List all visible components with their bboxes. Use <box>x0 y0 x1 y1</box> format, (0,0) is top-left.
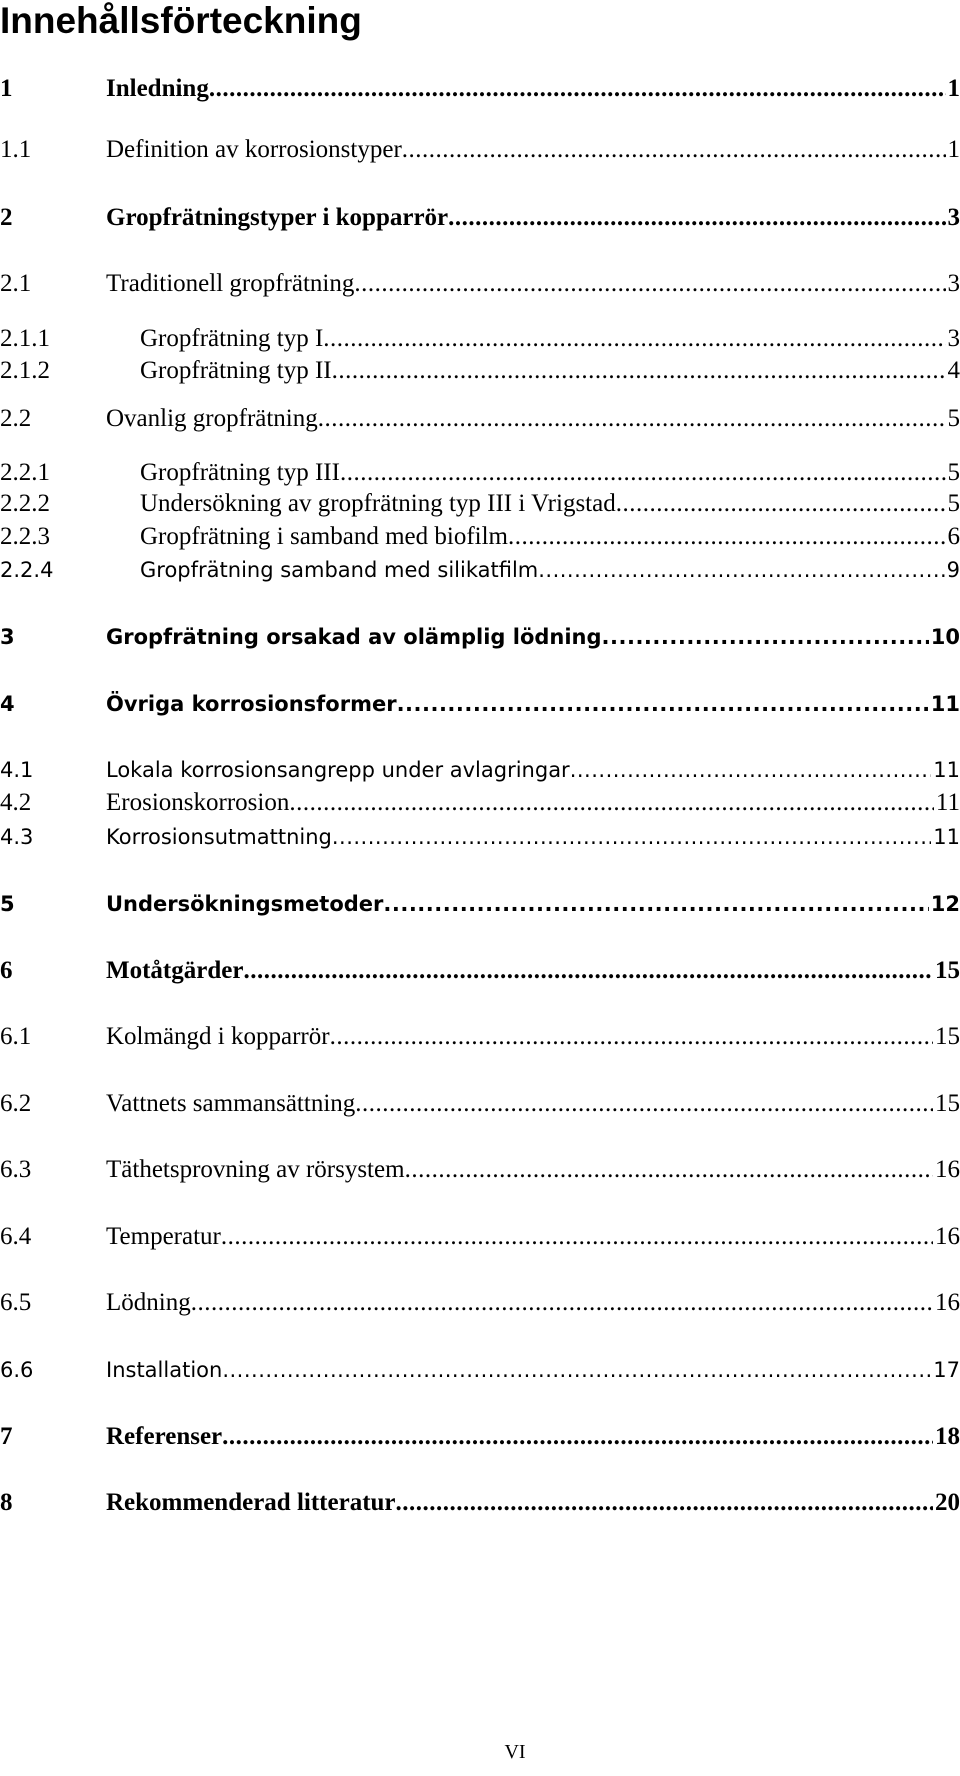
toc-entry-page: 15 <box>935 1090 960 1117</box>
toc-entry-page: 16 <box>935 1289 960 1316</box>
dot-leader <box>616 486 946 522</box>
toc-entry-line <box>106 1019 960 1055</box>
toc-entry-page: 15 <box>935 957 960 984</box>
toc-entry[interactable] <box>0 953 960 989</box>
dot-leader <box>354 266 945 302</box>
toc-entry-line <box>140 353 960 389</box>
toc-entry-label: Ovanlig gropfrätning <box>106 405 318 432</box>
toc-entry-number: 6.1 <box>0 1023 32 1050</box>
dot-leader <box>448 200 945 236</box>
toc-entry[interactable] <box>0 752 960 788</box>
toc-entry-label: Erosionskorrosion <box>106 789 290 816</box>
toc-entry-number: 1.1 <box>0 136 32 163</box>
dot-leader <box>243 953 933 989</box>
toc-entry-line <box>140 321 960 357</box>
toc-entry-line <box>106 1086 960 1122</box>
toc-entry[interactable] <box>0 1086 960 1122</box>
dot-leader <box>602 619 929 655</box>
toc-entry-number: 2.1.2 <box>0 357 50 384</box>
page-number: VI <box>504 1741 526 1763</box>
toc-entry-number: 2.2.4 <box>0 558 54 582</box>
toc-entry-label: Kolmängd i kopparrör <box>106 1023 330 1050</box>
toc-entry-number: 7 <box>0 1423 13 1450</box>
toc-entry[interactable] <box>0 886 960 922</box>
toc-entry-line <box>106 266 960 302</box>
toc-entry[interactable] <box>0 1219 960 1255</box>
dot-leader <box>570 752 932 788</box>
dot-leader <box>538 552 944 588</box>
toc-entry-number: 2.1.1 <box>0 325 50 352</box>
toc-entry[interactable] <box>0 1419 960 1455</box>
dot-leader <box>405 1152 933 1188</box>
toc-entry-page: 16 <box>935 1223 960 1250</box>
toc-entry-number: 6.6 <box>0 1358 34 1382</box>
toc-entry-number: 6.3 <box>0 1156 32 1183</box>
toc-entry-label: Gropfrätning samband med silikatfilm <box>140 558 539 582</box>
toc-entry-page: 4 <box>947 357 960 384</box>
toc-entry-label: Undersökning av gropfrätning typ III i Vrigstad <box>140 490 616 517</box>
toc-entry-line <box>106 132 960 168</box>
toc-entry-label: Övriga korrosionsformer <box>106 692 397 716</box>
dot-leader <box>209 71 946 107</box>
toc-entry[interactable] <box>0 519 960 555</box>
toc-entry-number: 1 <box>0 75 13 102</box>
toc-entry-number: 6.5 <box>0 1289 32 1316</box>
dot-leader <box>222 1419 933 1455</box>
toc-entry-number: 2.1 <box>0 270 32 297</box>
toc-entry-label: Lokala korrosionsangrepp under avlagringar <box>106 758 570 782</box>
toc-entry-line <box>106 819 960 855</box>
toc-entry[interactable] <box>0 353 960 389</box>
toc-entry-page: 17 <box>933 1358 960 1382</box>
toc-entry-page: 20 <box>935 1489 960 1516</box>
toc-entry-page: 11 <box>930 692 960 716</box>
toc-entry-line <box>106 1419 960 1455</box>
toc-entry-page: 11 <box>933 825 960 849</box>
dot-leader <box>396 1485 933 1521</box>
toc-entry-line <box>106 200 960 236</box>
toc-entry[interactable] <box>0 200 960 236</box>
dot-leader <box>222 1352 931 1388</box>
toc-entry-number: 8 <box>0 1489 13 1516</box>
dot-leader <box>402 132 946 168</box>
toc-entry[interactable] <box>0 552 960 588</box>
toc-entry-page: 1 <box>947 136 960 163</box>
toc-entry-page: 5 <box>947 405 960 432</box>
toc-entry[interactable] <box>0 401 960 437</box>
dot-leader <box>383 886 928 922</box>
toc-entry-line <box>106 1219 960 1255</box>
toc-entry-number: 5 <box>0 892 15 916</box>
toc-entry-label: Gropfrätning i samband med biofilm <box>140 523 508 550</box>
toc-entry-label: Gropfrätning typ II <box>140 357 332 384</box>
dot-leader <box>332 353 946 389</box>
toc-entry-number: 6.4 <box>0 1223 32 1250</box>
toc-entry-label: Motåtgärder <box>106 957 244 984</box>
toc-entry-page: 3 <box>947 270 960 297</box>
toc-entry-line <box>106 71 960 107</box>
toc-entry-number: 2.2.1 <box>0 459 50 486</box>
toc-entry-label: Gropfrätningstyper i kopparrör <box>106 204 449 231</box>
toc-entry-number: 4.3 <box>0 825 34 849</box>
toc-entry-label: Vattnets sammansättning <box>106 1090 356 1117</box>
toc-entry-number: 6.2 <box>0 1090 32 1117</box>
toc-entry-number: 4 <box>0 692 15 716</box>
toc-entry-number: 4.2 <box>0 789 32 816</box>
toc-entry-label: Installation <box>106 1358 223 1382</box>
toc-entry-page: 3 <box>947 204 960 231</box>
toc-entry[interactable] <box>0 486 960 522</box>
toc-entry-page: 9 <box>946 558 960 582</box>
toc-entry[interactable] <box>0 1285 960 1321</box>
toc-entry-page: 11 <box>935 789 960 816</box>
toc-entry-line <box>106 886 960 922</box>
toc-entry[interactable] <box>0 819 960 855</box>
dot-leader <box>508 519 946 555</box>
toc-entry-label: Inledning <box>106 75 209 102</box>
toc-entry-line <box>140 486 960 522</box>
toc-entry[interactable] <box>0 71 960 107</box>
toc-entry-number: 2 <box>0 204 13 231</box>
toc-entry-label: Gropfrätning orsakad av olämplig lödning <box>106 625 602 649</box>
toc-entry[interactable] <box>0 321 960 357</box>
toc-entry[interactable] <box>0 266 960 302</box>
toc-entry-label: Rekommenderad litteratur <box>106 1489 396 1516</box>
toc-entry-page: 5 <box>947 459 960 486</box>
toc-entry-line <box>106 1485 960 1521</box>
toc-entry-line <box>106 785 960 821</box>
toc-entry[interactable] <box>0 619 960 655</box>
toc-entry-page: 12 <box>930 892 960 916</box>
toc-entry-label: Lödning <box>106 1289 191 1316</box>
toc-entry-label: Definition av korrosionstyper <box>106 136 402 163</box>
toc-entry-label: Gropfrätning typ III <box>140 459 340 486</box>
dot-leader <box>191 1285 933 1321</box>
toc-entry-line <box>106 401 960 437</box>
toc-entry-number: 2.2.2 <box>0 490 50 517</box>
toc-entry-number: 2.2.3 <box>0 523 50 550</box>
toc-title: Innehållsförteckning <box>0 0 362 41</box>
toc-entry-page: 5 <box>947 490 960 517</box>
toc-entry-line <box>106 1352 960 1388</box>
toc-entry-page: 15 <box>935 1023 960 1050</box>
toc-entry-line <box>106 1152 960 1188</box>
toc-entry-number: 3 <box>0 625 15 649</box>
toc-entry-label: Referenser <box>106 1423 223 1450</box>
toc-entry-page: 11 <box>933 758 960 782</box>
dot-leader <box>330 1019 933 1055</box>
toc-entry-label: Gropfrätning typ I <box>140 325 324 352</box>
dot-leader <box>355 1086 933 1122</box>
dot-leader <box>318 401 946 437</box>
toc-entry-label: Traditionell gropfrätning <box>106 270 355 297</box>
toc-entry-line <box>106 619 960 655</box>
toc-entry-label: Korrosionsutmattning <box>106 825 332 849</box>
toc-entry-page: 10 <box>930 625 960 649</box>
toc-entry-line <box>106 686 960 722</box>
toc-entry-number: 4.1 <box>0 758 34 782</box>
toc-entry[interactable] <box>0 686 960 722</box>
toc-entry[interactable] <box>0 1352 960 1388</box>
toc-entry[interactable] <box>0 1485 960 1521</box>
toc-entry-line <box>140 519 960 555</box>
dot-leader <box>332 819 931 855</box>
dot-leader <box>221 1219 933 1255</box>
dot-leader <box>289 785 934 821</box>
toc-entry-label: Undersökningsmetoder <box>106 892 384 916</box>
toc-entry[interactable] <box>0 1152 960 1188</box>
toc-entry[interactable] <box>0 132 960 168</box>
toc-entry-page: 18 <box>935 1423 960 1450</box>
toc-entry-page: 16 <box>935 1156 960 1183</box>
toc-entry-page: 1 <box>947 75 960 102</box>
toc-entry[interactable] <box>0 1019 960 1055</box>
toc-entry-number: 6 <box>0 957 13 984</box>
toc-entry-label: Täthetsprovning av rörsystem <box>106 1156 405 1183</box>
dot-leader <box>323 321 945 357</box>
toc-entry-line <box>140 552 960 588</box>
toc-entry[interactable] <box>0 785 960 821</box>
toc-entry-label: Temperatur <box>106 1223 221 1250</box>
toc-entry-line <box>106 752 960 788</box>
toc-entry-page: 3 <box>947 325 960 352</box>
toc-entry-number: 2.2 <box>0 405 32 432</box>
toc-entry-page: 6 <box>947 523 960 550</box>
toc-entry-line <box>106 953 960 989</box>
dot-leader <box>397 686 929 722</box>
toc-entry-line <box>106 1285 960 1321</box>
